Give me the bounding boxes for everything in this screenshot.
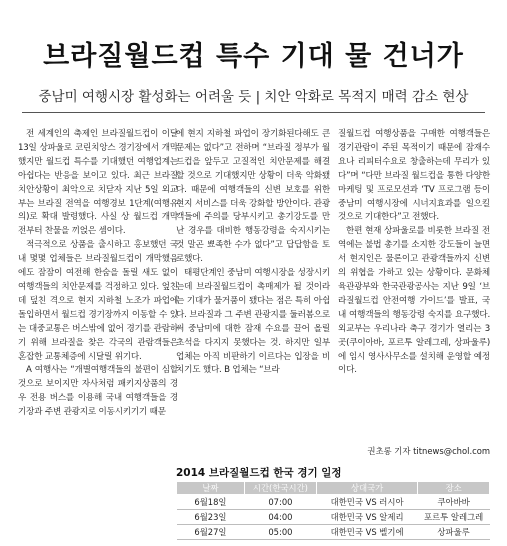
paragraph: 에 현지 지하철 파업이 장기화된다해도 큰 문제는 없다”고 전하며 “브라질 정부가 월드컵을 앞두고 고질적인 치안문제를 해결할 것으로 기대했지만 상황이 더욱 악화됐다. 때문에 여행객들의 신변 보호를 위한 현지 서비스를 더욱 강화할 방안이다. 관광객들에 주의를 당부시키고 총기강도를 만난 경우를 대비한 행동강령을 숙지시키는 것 말곤 뾰족한 수가 없다”고 답답함을 토로했다. <box>176 129 330 265</box>
header-opponent: 상대국가 <box>316 482 417 495</box>
headline: 브라질월드컵 특수 기대 물 건너가 <box>43 41 464 72</box>
table-row <box>177 495 490 510</box>
schedule-title: 2014 브라질월드컵 한국 경기 일정 <box>176 467 342 479</box>
paragraph: 전 세계인의 축제인 브라질월드컵이 이달 13일 상파울로 코린치앙스 경기장에서 개막했지만 월드컵 특수를 기대했던 여행업계는 아쉽다는 반응을 보이고 있다. 최근 브라질 치안상황이 최악으로 치닫자 지난 5일 외교부는 브라질 전역을 여행경보 1단계(여행유의)로 확대 발령했다. 사실 상 월드컵 개막 전부터 찬물을 끼얹은 셈이다. <box>18 129 178 237</box>
cell-date: 6월18일 <box>177 495 245 510</box>
table-row <box>177 510 490 525</box>
cell-venue: 포르투 알레그레 <box>418 510 490 525</box>
schedule-table <box>176 481 490 540</box>
cell-time: 05:00 <box>244 525 316 540</box>
cell-opponent: 대한민국 VS 러시아 <box>316 495 417 510</box>
cell-venue: 쿠아바바 <box>418 495 490 510</box>
header-time: 시간(한국시간) <box>244 482 316 495</box>
byline: 권초롱 기자 titnews@chol.com <box>367 446 490 456</box>
cell-time: 07:00 <box>244 495 316 510</box>
article-column-3 <box>338 128 490 453</box>
cell-date: 6월23일 <box>177 510 245 525</box>
header-venue: 장소 <box>418 482 490 495</box>
cell-date: 6월27일 <box>177 525 245 540</box>
paragraph: 적극적으로 상품을 출시하고 홍보했던 국내 몇몇 업체들은 브라질월드컵이 개막했음에도 잠잠이 여전해 한숨을 돌릴 새도 없이 여행객들의 치안문제를 걱정하고 있다. 엎친 데 덮친 격으로 현지 지하철 노조가 파업에 돌입하면서 월드컵 경기장까지 이동할 수 있는 대중교통은 버스밖에 없어 경기를 관람하기 위해 브라질을 찾은 각국의 관람객들은 혼잡한 교통체증에 시달릴 위기다. <box>18 240 178 362</box>
cell-opponent: 대한민국 VS 벨기에 <box>316 525 417 540</box>
paragraph: 질월드컵 여행상품을 구매한 여행객들은 경기관람이 주된 목적이기 때문에 잠재수요나 리피터수요로 창출하는데 무리가 있다”며 “다만 브라질 월드컵을 통한 다양한 마케팅 및 프로모션과 ‘TV 프로그램 등이 중남미 여행시장에 시너지효과를 일으킬 것으로 기대한다”고 전했다. <box>338 129 490 223</box>
subheadline: 중남미 여행시장 활성화는 어려울 듯 | 치안 악화로 목적지 매력 감소 현상 <box>38 89 469 105</box>
table-row <box>177 525 490 540</box>
paragraph: 태평단계인 중남미 여행시장을 성장시키는데 브라질월드컵이 촉매제가 될 것이라는 기대가 물거품이 됐다는 점은 특히 아쉽다. 브라질과 그 주변 관광지를 둘러봄으로써 중남미에 대한 잠재 수요를 끌어 올릴 초석을 다지지 못했다는 것. 하지만 일부 업체는 아직 비판하기 이르다는 입장을 비치기도 했다. B 업체는 “브라 <box>176 268 330 376</box>
header-date: 날짜 <box>177 482 245 495</box>
schedule-header-row <box>177 482 490 495</box>
paragraph: A 여행사는 “개별여행객들의 불편이 심할 것으로 보이지만 자사처럼 패키지상품의 경우 전용 버스를 이용해 국내 여행객들을 경기장과 주변 관광지로 이동시키기기 때문 <box>18 365 178 418</box>
cell-opponent: 대한민국 VS 알제리 <box>316 510 417 525</box>
article-column-1 <box>18 128 178 538</box>
cell-time: 04:00 <box>244 510 316 525</box>
article-column-2 <box>176 128 330 453</box>
divider <box>22 112 485 113</box>
paragraph: 한편 현재 상파울로를 비롯한 브라질 전역에는 불법 총기를 소지한 강도들이 늘면서 현지인은 물론이고 관광객들까지 신변의 위협을 가하고 있는 상황이다. 문화체육관광부와 한국관광공사는 지난 9일 ‘브라질월드컵 안전여행 가이드’를 발표, 국내 여행객들의 행동강령 숙지를 요구했다. 외교부는 우리나라 축구 경기가 열리는 3곳(쿠이아바, 포르투 알레그레, 상파울루)에 임시 영사사무소를 설치해 운영할 예정이다. <box>338 226 490 376</box>
cell-venue: 상파울루 <box>418 525 490 540</box>
